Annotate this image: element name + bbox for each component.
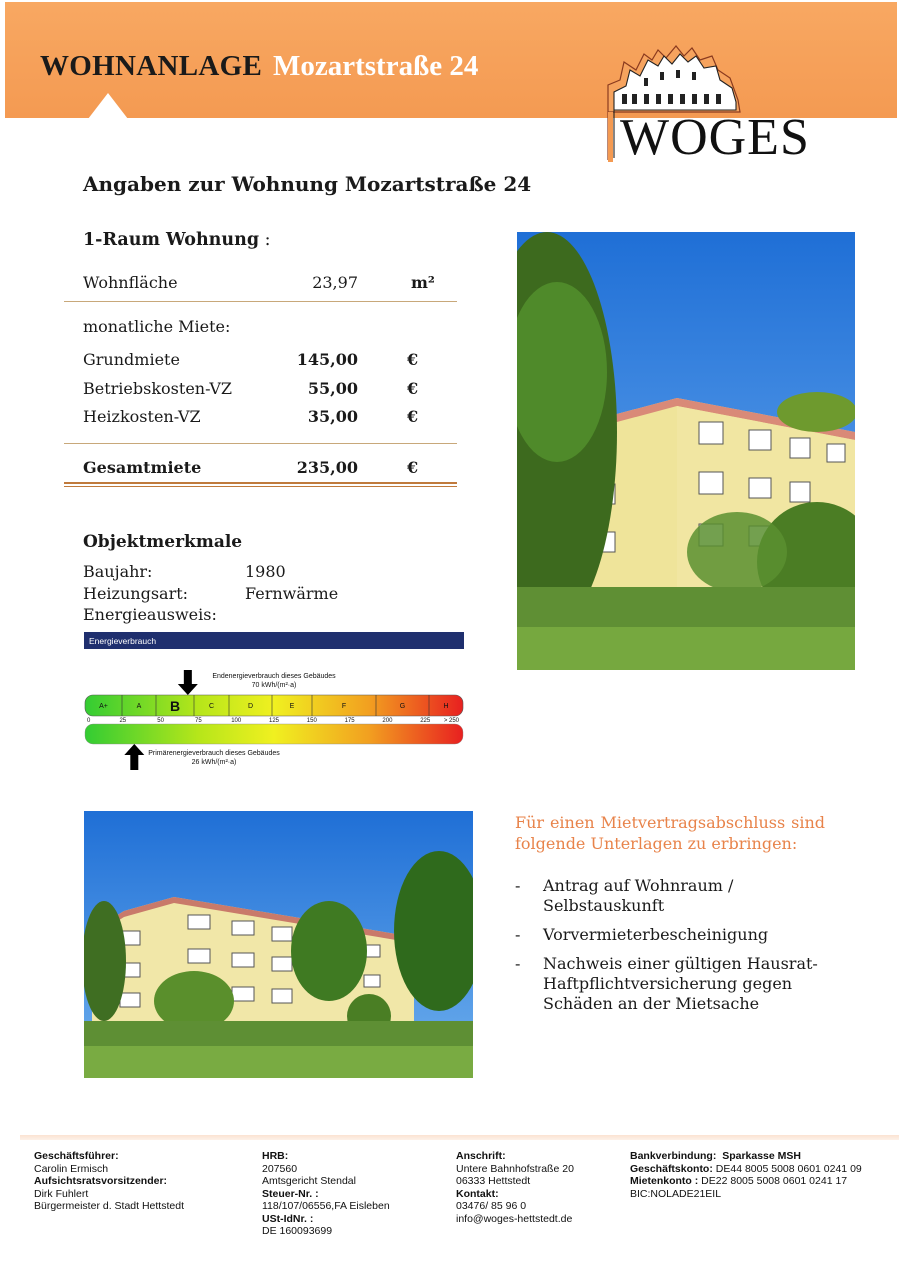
energy-class-g: G xyxy=(399,703,406,710)
footer-line xyxy=(630,1175,862,1188)
primary-energy-value: 26 kWh/(m²·a) xyxy=(191,759,237,766)
double-rule-top xyxy=(64,482,457,484)
area-row xyxy=(83,273,358,295)
business-account-value: DE44 8005 5008 0601 0241 09 xyxy=(715,1162,862,1175)
energy-class-h: H xyxy=(443,703,449,710)
rent-heading-row xyxy=(83,317,383,339)
room-type-suffix: : xyxy=(259,230,271,250)
energy-tick-label: 225 xyxy=(420,718,431,724)
list-dash: - xyxy=(515,876,521,895)
list-item-text: Antrag auf Wohnraum / Selbstauskunft xyxy=(543,876,734,915)
footer-line: Steuer-Nr. : xyxy=(262,1187,319,1200)
requirements-list xyxy=(515,876,855,1023)
area-value: 23,97 xyxy=(312,273,358,292)
list-item xyxy=(515,925,855,945)
area-label: Wohnfläche xyxy=(83,273,178,292)
footer-line: 03476/ 85 96 0 xyxy=(456,1200,527,1212)
footer-line: Untere Bahnhofstraße 20 xyxy=(456,1162,574,1175)
total-label: Gesamtmiete xyxy=(83,458,202,477)
footer-line xyxy=(630,1150,862,1163)
footer-line: Kontakt: xyxy=(456,1187,499,1200)
energy-tick-label: 75 xyxy=(195,718,202,724)
list-dash: - xyxy=(515,925,521,944)
list-item-text: Nachweis einer gültigen Hausrat-Haftpflichtversicherung gegen Schäden an der Mietsache xyxy=(543,954,818,1013)
footer-management xyxy=(34,1150,184,1213)
bank-label: Bankverbindung: xyxy=(630,1150,717,1162)
rent-row-grundmiete xyxy=(83,350,358,372)
double-rule-bottom xyxy=(64,486,457,487)
energy-class-bar xyxy=(85,695,463,716)
rent-account-value: DE22 8005 5008 0601 0241 17 xyxy=(701,1175,848,1187)
rent-row-unit: € xyxy=(407,379,419,398)
building-photo-2 xyxy=(84,811,473,1078)
footer-registration xyxy=(262,1150,390,1238)
footer-divider xyxy=(20,1135,899,1140)
rent-row-betriebskosten xyxy=(83,379,358,401)
header-subtitle: Mozartstraße 24 xyxy=(273,50,479,82)
energy-class-b: B xyxy=(169,698,181,714)
footer-line: Carolin Ermisch xyxy=(34,1162,109,1175)
energy-tick-label: 125 xyxy=(268,718,280,724)
header-title: WOHNANLAGE xyxy=(40,50,263,82)
heizung-value: Fernwärme xyxy=(245,584,339,603)
rent-row-label: Betriebskosten-VZ xyxy=(83,379,232,398)
energy-tick-label: 25 xyxy=(119,718,127,724)
business-account-label: Geschäftskonto: xyxy=(630,1162,713,1175)
energy-class-c: C xyxy=(208,703,215,710)
baujahr-label: Baujahr: xyxy=(83,562,153,581)
energy-title: Energieverbrauch xyxy=(89,636,157,646)
list-item-text: Vorvermieterbescheinigung xyxy=(543,925,769,944)
energy-value-bar xyxy=(85,724,463,744)
footer-line: Anschrift: xyxy=(456,1150,506,1162)
energy-tick-label: 200 xyxy=(382,718,393,724)
bic: BIC:NOLADE21EIL xyxy=(630,1187,722,1200)
footer-line: 06333 Hettstedt xyxy=(456,1175,531,1187)
area-unit: m² xyxy=(411,273,435,292)
total-value: 235,00 xyxy=(296,458,358,477)
footer-line: USt-IdNr. : xyxy=(262,1212,314,1225)
end-energy-arrow-icon xyxy=(178,670,198,695)
email-link[interactable]: info@woges-hettstedt.de xyxy=(456,1212,573,1225)
primary-energy-label: Primärenergieverbrauch dieses Gebäudes xyxy=(148,750,280,757)
energy-tick-label: 150 xyxy=(306,718,317,724)
footer-line: HRB: xyxy=(262,1150,289,1162)
end-energy-value: 70 kWh/(m²·a) xyxy=(251,682,297,689)
rent-row-value: 35,00 xyxy=(307,407,358,426)
list-dash: - xyxy=(515,954,521,973)
list-item xyxy=(515,876,855,916)
energy-certificate-label: Energieausweis: xyxy=(83,605,217,624)
footer-line: Dirk Fuhlert xyxy=(34,1187,89,1200)
list-item xyxy=(515,954,855,1014)
energy-tick-label: 50 xyxy=(157,718,164,724)
banner-notch xyxy=(88,93,128,119)
footer-line: Amtsgericht Stendal xyxy=(262,1175,356,1187)
requirements-heading: Für einen Mietvertragsabschluss sind folgende Unterlagen zu erbringen: xyxy=(515,813,825,853)
object-heading: Objektmerkmale xyxy=(83,532,243,552)
footer-line: Bürgermeister d. Stadt Hettstedt xyxy=(34,1200,184,1212)
building-photo-1 xyxy=(517,232,855,670)
footer-line: 207560 xyxy=(262,1162,298,1175)
footer-line: 118/107/06556,FA Eisleben xyxy=(262,1200,390,1212)
energy-tick-label: 0 xyxy=(87,718,91,724)
rent-row-value: 55,00 xyxy=(307,379,358,398)
footer-bank xyxy=(630,1150,862,1200)
page-title: Angaben zur Wohnung Mozartstraße 24 xyxy=(83,172,532,196)
total-row xyxy=(83,458,358,480)
divider xyxy=(64,301,457,302)
room-type: 1-Raum Wohnung xyxy=(83,230,260,250)
rent-label: monatliche Miete: xyxy=(83,317,231,336)
rent-row-heizkosten xyxy=(83,407,358,429)
energy-class-a: A xyxy=(136,703,142,710)
room-type-heading xyxy=(83,230,271,250)
rent-row-value: 145,00 xyxy=(296,350,358,369)
footer-line: Geschäftsführer: xyxy=(34,1150,119,1162)
woges-logo-text: WOGES xyxy=(620,109,810,166)
heizung-label: Heizungsart: xyxy=(83,584,189,603)
energy-scale xyxy=(84,632,464,772)
footer-line xyxy=(630,1163,862,1176)
energy-class-f: F xyxy=(341,703,347,710)
footer-line: DE 160093699 xyxy=(262,1225,333,1237)
energy-class-d: D xyxy=(247,703,254,710)
rent-account-label: Mietenkonto : xyxy=(630,1175,699,1187)
rent-row-label: Grundmiete xyxy=(83,350,180,369)
rent-row-unit: € xyxy=(407,350,419,369)
primary-energy-arrow-icon xyxy=(124,744,144,770)
baujahr-value: 1980 xyxy=(245,562,286,581)
energy-tick-label: 100 xyxy=(231,718,242,724)
footer-line: Aufsichtsratsvorsitzender: xyxy=(34,1175,168,1187)
energy-class-aplus: A+ xyxy=(99,703,108,710)
energy-tick-label: 175 xyxy=(344,718,355,724)
end-energy-label: Endenergieverbrauch dieses Gebäudes xyxy=(212,673,336,680)
energy-tick-label: > 250 xyxy=(443,718,459,724)
total-unit: € xyxy=(407,458,419,477)
rent-row-label: Heizkosten-VZ xyxy=(83,407,201,426)
rent-row-unit: € xyxy=(407,407,419,426)
energy-class-e: E xyxy=(289,703,295,710)
divider xyxy=(64,443,457,444)
footer-address xyxy=(456,1150,574,1225)
bank-value: Sparkasse MSH xyxy=(722,1150,801,1162)
